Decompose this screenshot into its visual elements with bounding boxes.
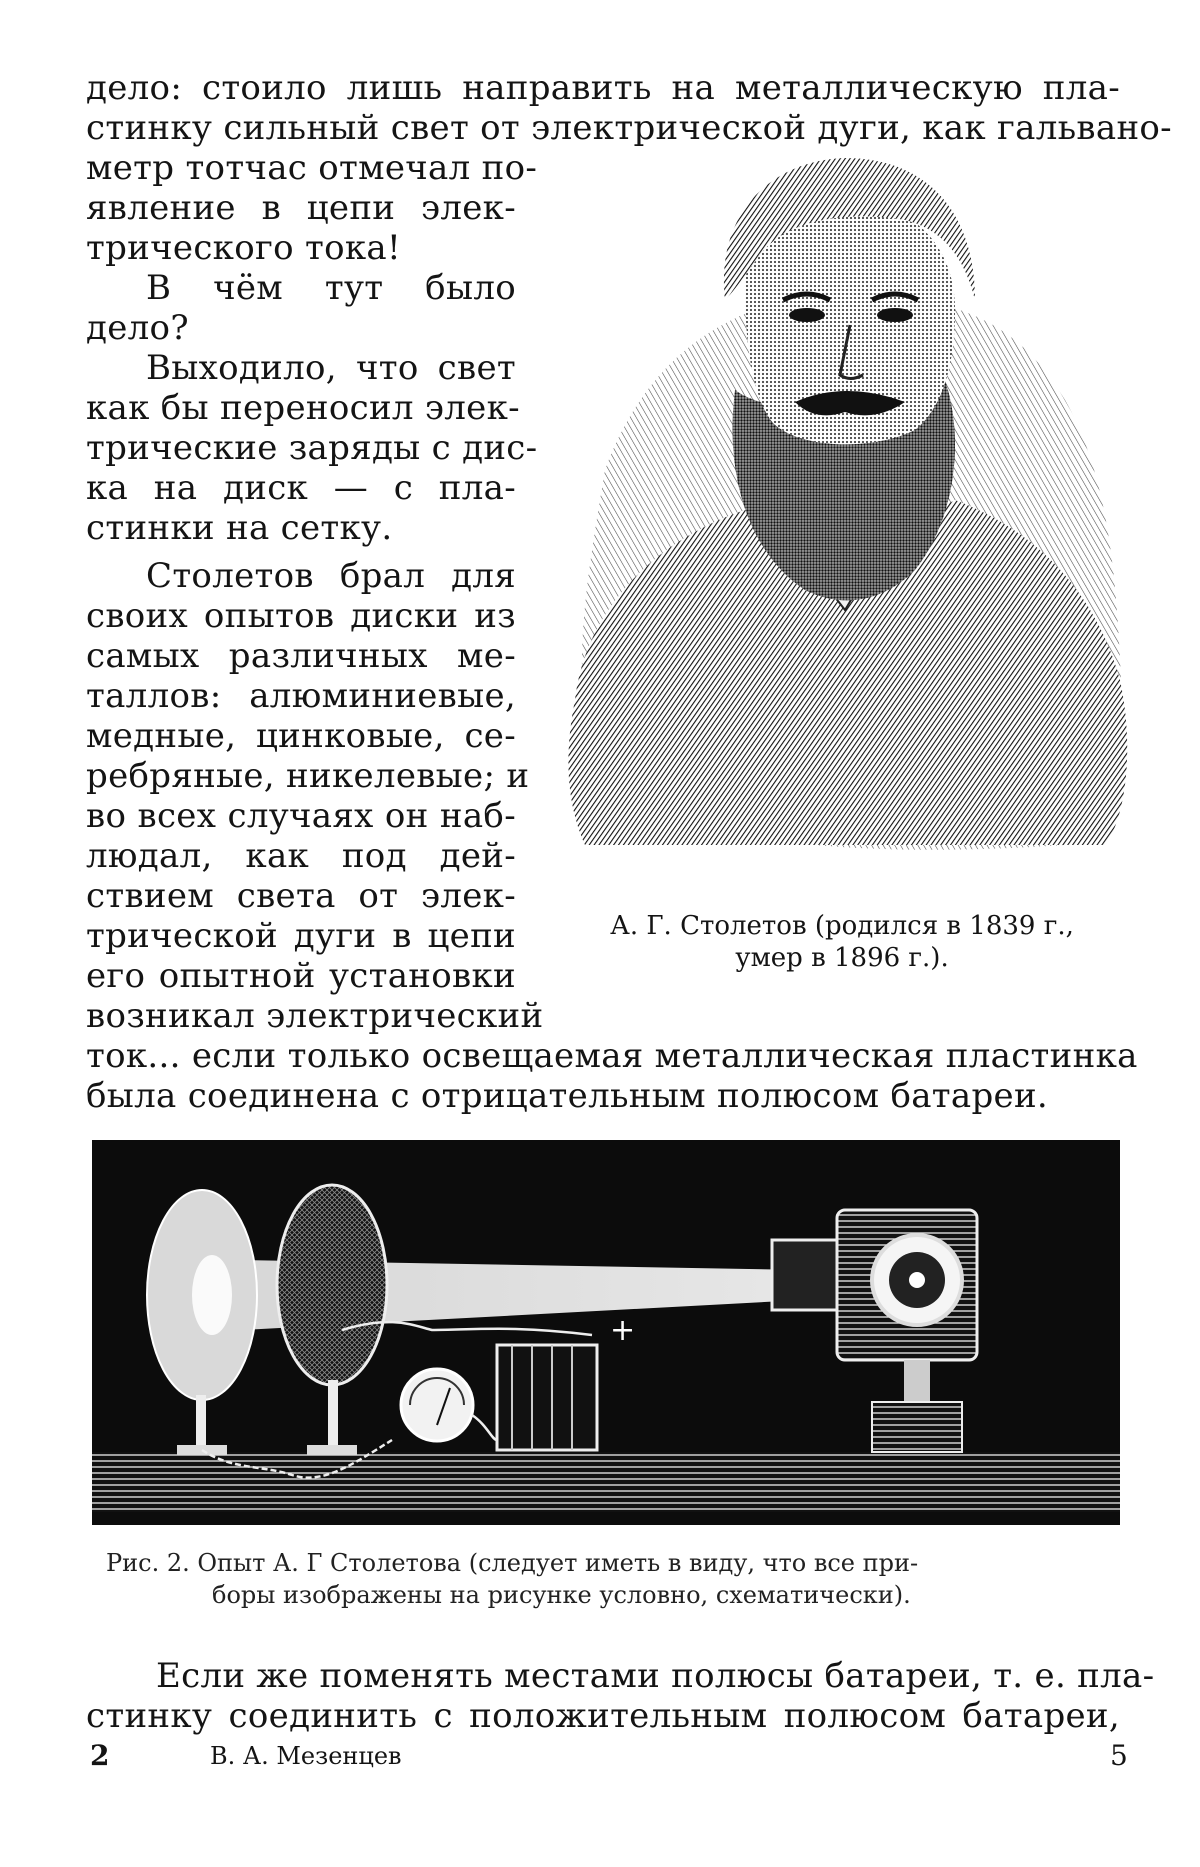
footer-author: В. А. Мезенцев bbox=[210, 1742, 402, 1770]
text-line: своих опытов диски из bbox=[86, 596, 516, 636]
text-line: стинки на сетку. bbox=[86, 508, 393, 548]
text-line: была соединена с отрицательным полюсом батареи. bbox=[86, 1076, 1049, 1116]
text-line: ствием света от элек- bbox=[86, 876, 516, 916]
text-line: во всех случаях он наб- bbox=[86, 796, 516, 836]
text-line: ка на диск — с пла- bbox=[86, 468, 516, 508]
text-line: явление в цепи элек- bbox=[86, 188, 516, 228]
text-line: как бы переносил элек- bbox=[86, 388, 520, 428]
text-line: стинку сильный свет от электрической дуги, как гальвано- bbox=[86, 108, 1172, 148]
figure-caption-line: боры изображены на рисунке условно, схематически). bbox=[212, 1581, 911, 1609]
text-line: людал, как под дей- bbox=[86, 836, 516, 876]
page-number: 5 bbox=[1110, 1739, 1128, 1772]
text-line: трического тока! bbox=[86, 228, 401, 268]
text-line: метр тотчас отмечал по- bbox=[86, 148, 538, 188]
text-line: стинку соединить с положительным полюсом батареи, bbox=[86, 1696, 1120, 1736]
text-line: самых различных ме- bbox=[86, 636, 516, 676]
text-line: трической дуги в цепи bbox=[86, 916, 516, 956]
text-line: таллов: алюминиевые, bbox=[86, 676, 516, 716]
portrait-caption-line: умер в 1896 г.). bbox=[735, 943, 949, 973]
portrait-caption-line: А. Г. Столетов (родился в 1839 г., bbox=[610, 911, 1074, 941]
text-line: медные, цинковые, се- bbox=[86, 716, 516, 756]
text-line: В чём тут было bbox=[146, 268, 516, 308]
text-line: ток... если только освещаемая металлическая пластинка bbox=[86, 1036, 1138, 1076]
text-line: его опытной установки bbox=[86, 956, 516, 996]
text-line: ребряные, никелевые; и bbox=[86, 756, 530, 796]
portrait-engraving bbox=[545, 140, 1135, 880]
figure-caption-line: Рис. 2. Опыт А. Г Столетова (следует иметь в виду, что все при- bbox=[106, 1549, 919, 1577]
text-line: дело? bbox=[86, 308, 189, 348]
text-line: дело: стоило лишь направить на металлическую пла- bbox=[86, 68, 1120, 108]
signature-mark: 2 bbox=[90, 1739, 110, 1772]
experiment-illustration bbox=[92, 1140, 1120, 1525]
plus-sign: + bbox=[610, 1313, 636, 1348]
text-line: трические заряды с дис- bbox=[86, 428, 538, 468]
text-line: Если же поменять местами полюсы батареи, т. е. пла- bbox=[156, 1656, 1155, 1696]
text-line: Выходило, что свет bbox=[146, 348, 516, 388]
text-line: возникал электрический bbox=[86, 996, 544, 1036]
text-line: Столетов брал для bbox=[146, 556, 516, 596]
